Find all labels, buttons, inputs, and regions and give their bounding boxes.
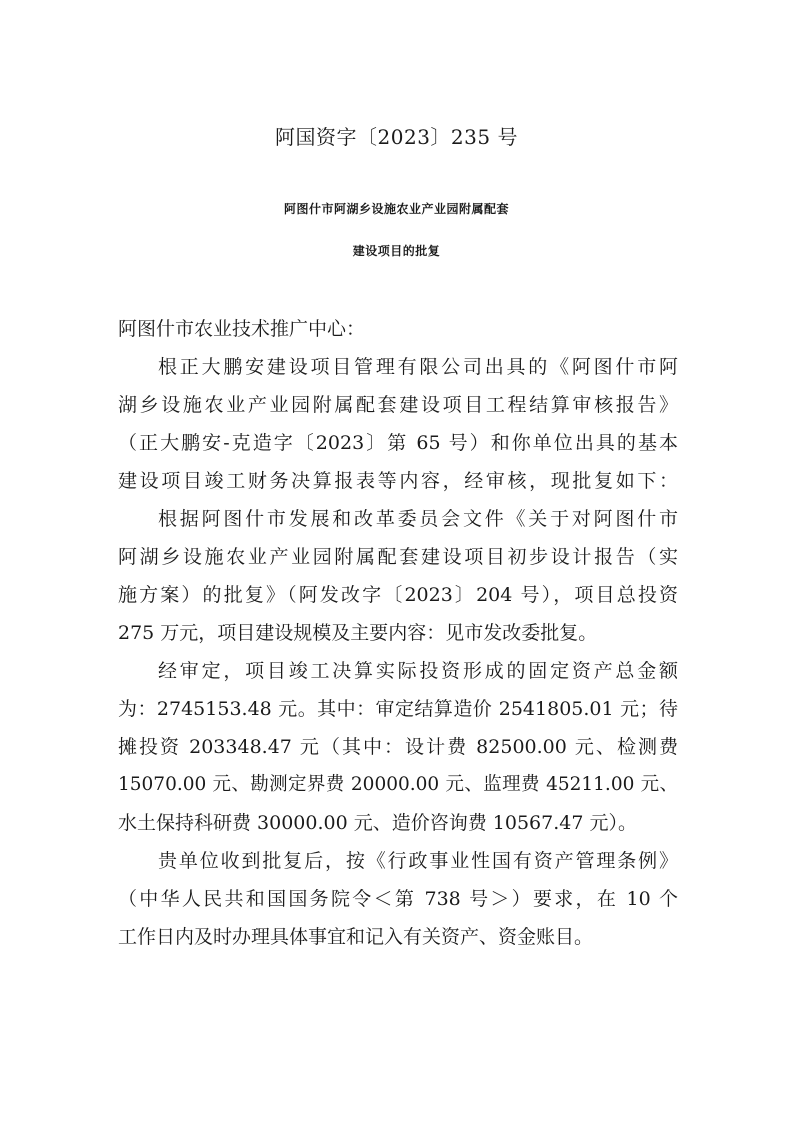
paragraph-line: 施方案）的批复》（阿发改字〔2023〕204 号），项目总投资 <box>118 584 678 606</box>
salutation: 阿图什市农业技术推广中心： <box>118 318 366 340</box>
paragraph-line: 湖乡设施农业产业园附属配套建设项目工程结算审核报告》 <box>118 394 678 416</box>
paragraph-line: 建设项目竣工财务决算报表等内容，经审核，现批复如下： <box>118 470 678 492</box>
paragraph <box>118 842 678 956</box>
title-line-2: 建设项目的批复 <box>352 244 441 258</box>
paragraph-line: （中华人民共和国国务院令＜第 738 号＞）要求，在 10 个 <box>118 888 678 910</box>
paragraph-line: 摊投资 203348.47 元（其中：设计费 82500.00 元、检测费 <box>118 736 678 758</box>
paragraph <box>118 500 678 652</box>
paragraph-line: （正大鹏安-克造字〔2023〕第 65 号）和你单位出具的基本 <box>118 432 678 454</box>
paragraph-line: 为：2745153.48 元。其中：审定结算造价 2541805.01 元；待 <box>118 698 678 720</box>
paragraph-line: 工作日内及时办理具体事宜和记入有关资产、资金账目。 <box>118 926 594 948</box>
document-title <box>0 188 793 272</box>
paragraph-line: 根据阿图什市发展和改革委员会文件《关于对阿图什市 <box>158 508 678 530</box>
paragraph-line: 15070.00 元、勘测定界费 20000.00 元、监理费 45211.00 元、 <box>118 774 678 795</box>
paragraph-line: 贵单位收到批复后，按《行政事业性国有资产管理条例》 <box>158 850 678 872</box>
document-body <box>118 310 678 956</box>
paragraph-line: 水土保持科研费 30000.00 元、造价咨询费 10567.47 元）。 <box>118 812 637 834</box>
paragraph <box>118 348 678 500</box>
paragraph-line: 阿湖乡设施农业产业园附属配套建设项目初步设计报告（实 <box>118 546 678 568</box>
title-line-1: 阿图什市阿湖乡设施农业产业园附属配套 <box>283 202 509 216</box>
paragraph-line: 根正大鹏安建设项目管理有限公司出具的《阿图什市阿 <box>158 356 678 378</box>
paragraph-line: 经审定，项目竣工决算实际投资形成的固定资产总金额 <box>158 660 678 682</box>
paragraph-line: 275 万元，项目建设规模及主要内容：见市发改委批复。 <box>118 622 598 644</box>
document-number: 阿国资字〔2023〕235 号 <box>275 125 518 149</box>
paragraph <box>118 652 678 842</box>
